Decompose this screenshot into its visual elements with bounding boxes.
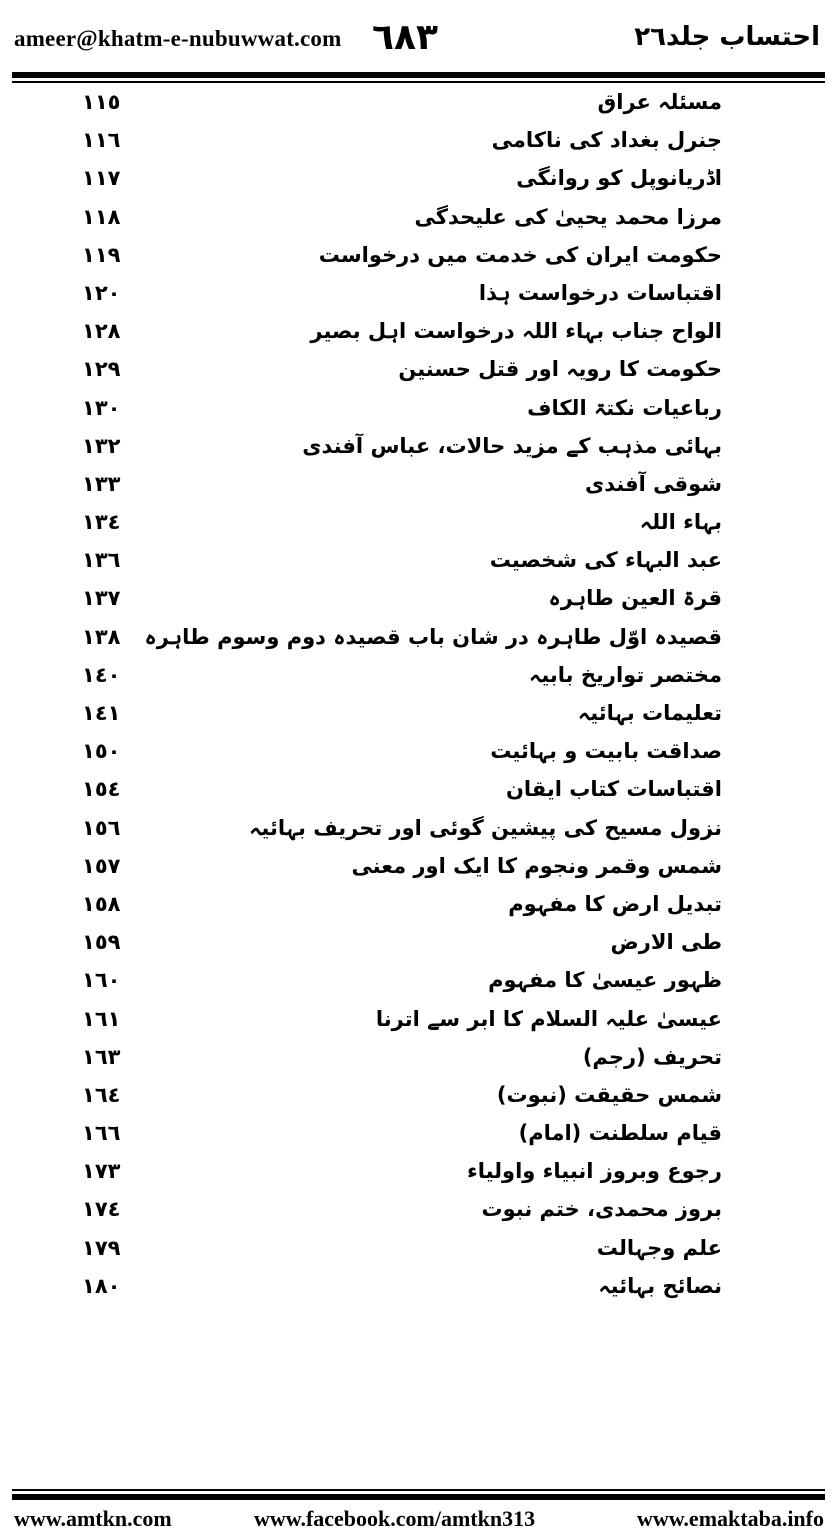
toc-entry-page: ١٣٣ xyxy=(82,471,121,496)
toc-entry xyxy=(0,1003,840,1041)
toc-entry-page: ١٥٩ xyxy=(82,930,121,955)
page-header xyxy=(0,0,840,70)
toc-entry-page: ١٥٧ xyxy=(82,853,121,878)
toc-entry-page: ١٧٣ xyxy=(82,1159,121,1184)
toc-entry-page: ١٤١ xyxy=(82,701,121,725)
toc-entry-page: ١٥٦ xyxy=(82,815,121,840)
page-footer xyxy=(0,1506,840,1536)
toc-entry-title: بروز محمدی، ختم نبوت xyxy=(481,1197,722,1222)
toc-entry-page: ١١٧ xyxy=(82,166,121,191)
toc-entry xyxy=(0,1232,840,1270)
toc-entry-title: نصائح بہائیہ xyxy=(598,1273,722,1298)
toc-entry-title: رباعیات نکتۃ الکاف xyxy=(527,395,722,420)
toc-entry-page: ١٣٢ xyxy=(82,433,121,458)
toc-entry-title: حکومت ایران کی خدمت میں درخواست xyxy=(318,242,722,267)
toc-entry-title: مسئلہ عراق xyxy=(597,90,722,114)
toc-entry-title: اڈریانوپل کو روانگی xyxy=(516,166,722,191)
toc-entry xyxy=(0,1079,840,1117)
toc-entry-title: اقتباسات کتاب ایقان xyxy=(505,777,722,802)
table-of-contents xyxy=(0,86,840,1308)
toc-entry-page: ١٦٤ xyxy=(82,1082,121,1107)
toc-entry-page: ١٥٨ xyxy=(82,891,121,916)
footer-link-emaktaba: www.emaktaba.info xyxy=(636,1506,824,1531)
toc-entry-title: مرزا محمد یحییٰ کی علیحدگی xyxy=(414,204,722,229)
toc-entry-page: ١١٨ xyxy=(82,204,121,229)
toc-entry xyxy=(0,277,840,315)
toc-entry-title: رجوع وبروز انبیاء واولیاء xyxy=(466,1159,722,1184)
toc-entry-title: عبد البہاء کی شخصیت xyxy=(489,548,722,573)
toc-entry-title: بہاء اللہ xyxy=(639,510,722,535)
toc-entry-page: ١٤٠ xyxy=(82,662,121,687)
header-email: ameer@khatm-e-nubuwwat.com xyxy=(14,26,342,51)
toc-entry xyxy=(0,239,840,277)
toc-entry xyxy=(0,124,840,162)
toc-entry-page: ١٢٩ xyxy=(82,357,121,382)
toc-entry-page: ١٥٠ xyxy=(82,739,121,764)
toc-entry-title: تحریف (رجم) xyxy=(582,1044,722,1069)
toc-entry-page: ١٣٠ xyxy=(82,395,121,420)
toc-entry-page: ١١٥ xyxy=(82,90,121,114)
toc-entry xyxy=(0,201,840,239)
toc-entry xyxy=(0,621,840,659)
toc-entry-page: ١٣٤ xyxy=(82,510,121,535)
toc-entry xyxy=(0,392,840,430)
toc-entry xyxy=(0,659,840,697)
toc-entry xyxy=(0,888,840,926)
toc-entry-page: ١٣٧ xyxy=(82,586,121,611)
toc-entry xyxy=(0,468,840,506)
toc-entry-title: تبدیل ارض کا مفہوم xyxy=(508,891,722,916)
toc-entry-title: الواح جناب بہاء اللہ درخواست اہل بصیر xyxy=(310,319,722,344)
toc-entry-page: ١٥٤ xyxy=(82,777,121,802)
toc-entry xyxy=(0,964,840,1002)
toc-entry-page: ١٨٠ xyxy=(82,1273,121,1298)
toc-entry-page: ١٢٠ xyxy=(82,280,121,305)
toc-entry-title: صداقت بابیت و بہائیت xyxy=(490,739,722,764)
toc-entry-page: ١٦٣ xyxy=(82,1044,121,1069)
toc-entry-title: قیام سلطنت (امام) xyxy=(518,1121,722,1146)
toc-entry xyxy=(0,735,840,773)
toc-entry-page: ١٢٨ xyxy=(82,319,121,344)
toc-entry xyxy=(0,1117,840,1155)
header-rule-thick xyxy=(12,72,825,78)
page-number: ٦٨٣ xyxy=(372,17,438,58)
toc-entry-page: ١١٩ xyxy=(82,242,121,267)
toc-entry xyxy=(0,926,840,964)
toc-entry xyxy=(0,353,840,391)
toc-entry xyxy=(0,430,840,468)
toc-entry xyxy=(0,1155,840,1193)
toc-entry-title: بہائی مذہب کے مزید حالات، عباس آفندی xyxy=(302,433,722,458)
toc-entry-title: مختصر تواریخ بابیہ xyxy=(529,662,722,687)
toc-entry xyxy=(0,1041,840,1079)
toc-entry xyxy=(0,582,840,620)
toc-entry-title: شمس حقیقت (نبوت) xyxy=(496,1082,722,1107)
volume-title: احتساب جلد٢٦ xyxy=(634,22,820,52)
toc-entry-page: ١٦٠ xyxy=(82,968,121,993)
toc-entry-title: تعلیمات بہائیہ xyxy=(577,701,722,725)
toc-entry-page: ١٦١ xyxy=(82,1006,121,1031)
toc-entry-title: ظہور عیسیٰ کا مفہوم xyxy=(488,968,722,993)
footer-rule-thin xyxy=(12,1489,825,1491)
toc-entry xyxy=(0,1270,840,1308)
toc-entry-title: جنرل بغداد کی ناکامی xyxy=(491,128,722,153)
toc-entry-page: ١٣٨ xyxy=(82,624,121,649)
toc-entry xyxy=(0,506,840,544)
footer-rule-thick xyxy=(12,1494,825,1500)
toc-entry-title: علم وجہالت xyxy=(596,1235,722,1260)
toc-entry-page: ١٦٦ xyxy=(82,1121,121,1146)
toc-entry xyxy=(0,544,840,582)
header-rule-thin xyxy=(12,81,825,83)
toc-entry xyxy=(0,162,840,200)
toc-entry-title: شمس وقمر ونجوم کا ایک اور معنی xyxy=(351,853,722,878)
toc-entry-title: نزول مسیح کی پیشین گوئی اور تحریف بہائیہ xyxy=(249,815,722,840)
toc-entry xyxy=(0,315,840,353)
toc-entry-title: قرۃ العین طاہرہ xyxy=(548,586,722,611)
toc-entry-title: عیسیٰ علیہ السلام کا ابر سے اترنا xyxy=(375,1006,722,1031)
toc-entry xyxy=(0,812,840,850)
toc-entry xyxy=(0,86,840,124)
toc-entry-title: حکومت کا رویہ اور قتل حسنین xyxy=(398,357,722,382)
toc-entry xyxy=(0,697,840,735)
footer-link-facebook: www.facebook.com/amtkn313 xyxy=(254,1506,536,1531)
toc-entry xyxy=(0,1193,840,1231)
toc-entry-title: طی الارض xyxy=(610,930,722,955)
toc-entry-title: اقتباسات درخواست ہذا xyxy=(478,280,722,305)
toc-entry xyxy=(0,773,840,811)
toc-entry-title: قصیدہ اوّل طاہرہ در شان باب قصیدہ دوم وسوم طاہرہ xyxy=(144,624,722,649)
toc-entry-page: ١١٦ xyxy=(82,128,121,153)
toc-entry-page: ١٧٩ xyxy=(82,1235,121,1260)
toc-entry xyxy=(0,850,840,888)
toc-entry-page: ١٣٦ xyxy=(82,548,121,573)
toc-entry-title: شوقی آفندی xyxy=(584,471,722,496)
toc-entry-page: ١٧٤ xyxy=(82,1197,121,1222)
footer-link-amtkn: www.amtkn.com xyxy=(14,1506,172,1531)
